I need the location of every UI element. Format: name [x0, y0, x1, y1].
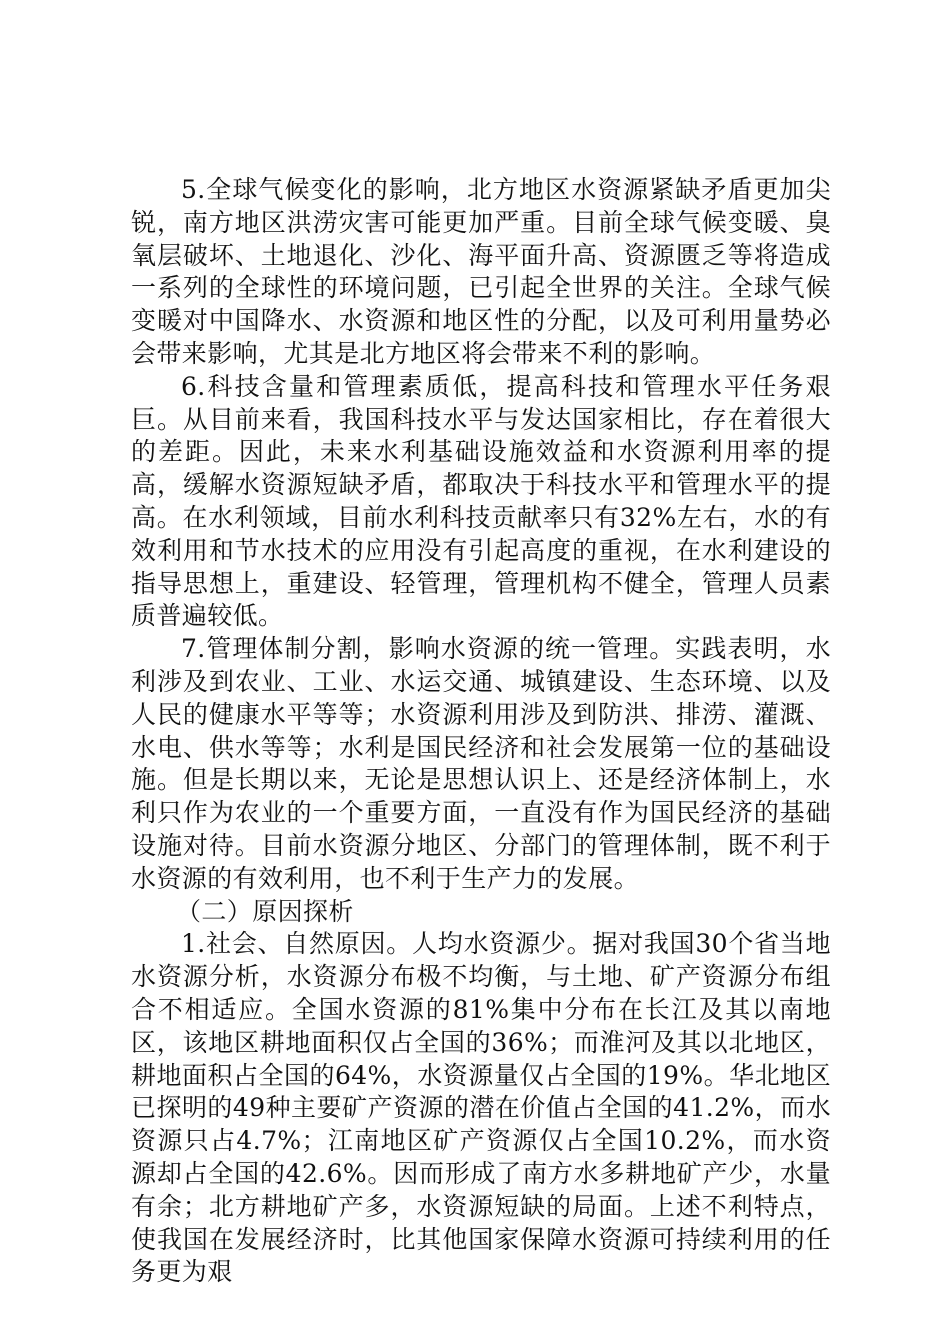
- document-page: [131, 174, 831, 1289]
- paragraph-social-natural-causes: 1.社会、自然原因。人均水资源少。据对我国30个省当地水资源分析，水资源分布极不均衡，与土地、矿产资源分布组合不相适应。全国水资源的81%集中分布在长江及其以南地区，该地区耕地面积仅占全国的36%；而淮河及其以北地区，耕地面积占全国的64%，水资源量仅占全国的19%。华北地区已探明的49种主要矿产资源的潜在价值占全国的41.2%，而水资源只占4.7%；江南地区矿产资源仅占全国10.2%，而水资源却占全国的42.6%。因而形成了南方水多耕地矿产少，水量有余；北方耕地矿产多，水资源短缺的局面。上述不利特点，使我国在发展经济时，比其他国家保障水资源可持续利用的任务更为艰: [131, 929, 831, 1287]
- paragraph-climate-change: 5.全球气候变化的影响，北方地区水资源紧缺矛盾更加尖锐，南方地区洪涝灾害可能更加严重。目前全球气候变暖、臭氧层破坏、土地退化、沙化、海平面升高、资源匮乏等将造成一系列的全球性的环境问题，已引起全世界的关注。全球气候变暖对中国降水、水资源和地区性的分配，以及可利用量势必会带来影响，尤其是北方地区将会带来不利的影响。: [131, 175, 831, 368]
- section-heading-cause-analysis: （二）原因探析: [176, 896, 354, 926]
- paragraph-technology-management: 6.科技含量和管理素质低，提高科技和管理水平任务艰巨。从目前来看，我国科技水平与发达国家相比，存在着很大的差距。因此，未来水利基础设施效益和水资源利用率的提高，缓解水资源短缺矛盾，都取决于科技水平和管理水平的提高。在水利领域，目前水利科技贡献率只有32%左右，水的有效利用和节水技术的应用没有引起高度的重视，在水利建设的指导思想上，重建设、轻管理，管理机构不健全，管理人员素质普遍较低。: [131, 371, 831, 631]
- paragraph-management-system: 7.管理体制分割，影响水资源的统一管理。实践表明，水利涉及到农业、工业、水运交通、城镇建设、生态环境、以及人民的健康水平等等；水资源利用涉及到防洪、排涝、灌溉、水电、供水等等；水利是国民经济和社会发展第一位的基础设施。但是长期以来，无论是思想认识上、还是经济体制上，水利只作为农业的一个重要方面，一直没有作为国民经济的基础设施对待。目前水资源分地区、分部门的管理体制，既不利于水资源的有效利用，也不利于生产力的发展。: [131, 634, 831, 893]
